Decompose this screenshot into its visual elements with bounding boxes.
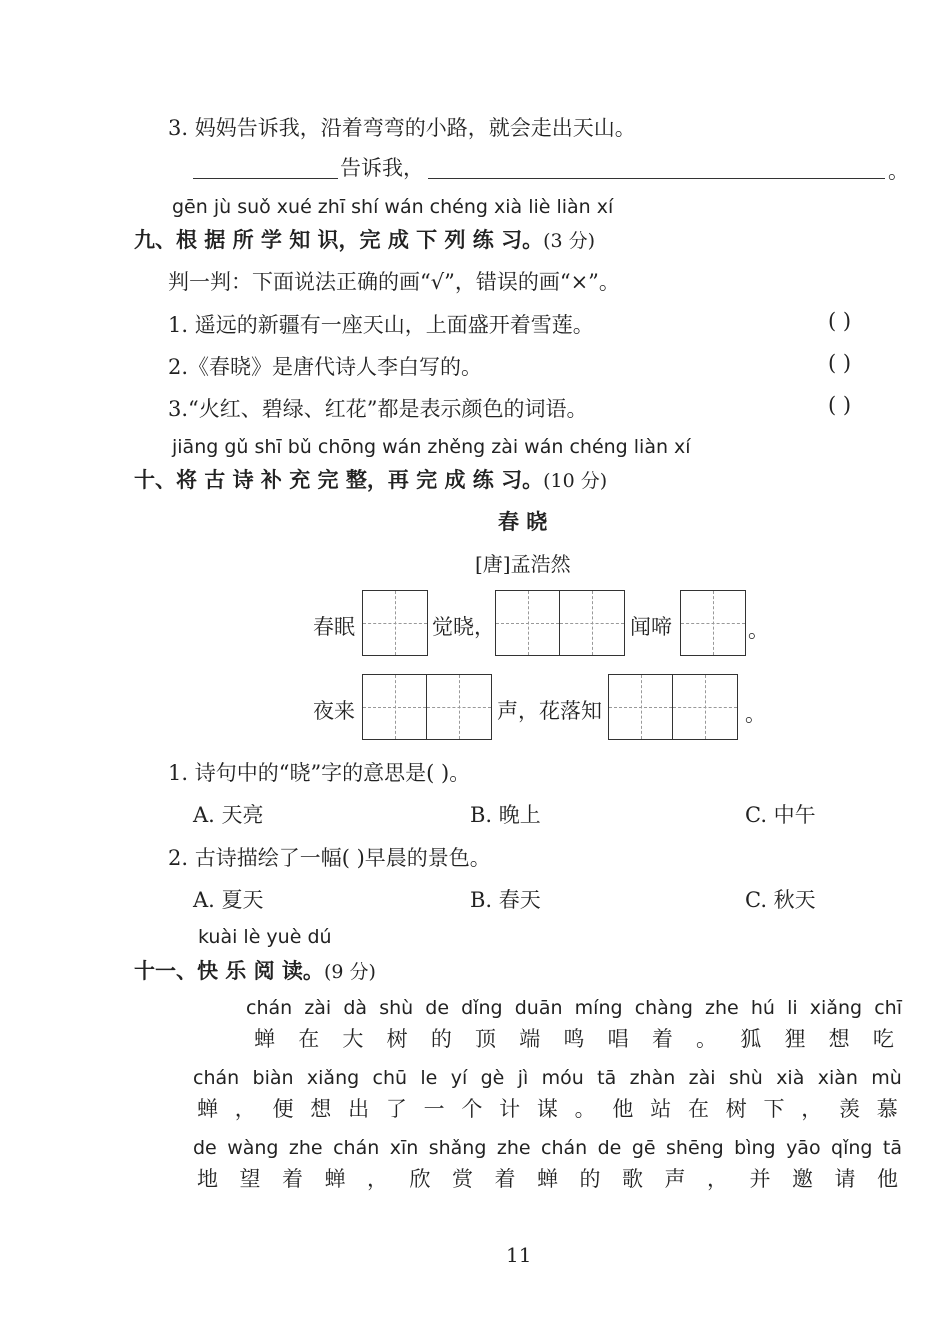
pinyin-syllable: shēng	[666, 1137, 724, 1159]
pinyin-syllable: xīn	[389, 1137, 419, 1159]
passage-char: 他	[877, 1167, 898, 1191]
passage-char: 着	[651, 1027, 673, 1051]
pinyin-syllable: tā	[882, 1137, 902, 1159]
passage-char: 他	[612, 1097, 634, 1121]
pinyin-syllable: de	[425, 997, 450, 1019]
q8-answer-end: 。	[888, 159, 909, 183]
pinyin-syllable: chán	[246, 997, 293, 1019]
pinyin-syllable: chī	[874, 997, 902, 1019]
pinyin-syllable: xià	[776, 1067, 805, 1089]
poem-blank-3-cell[interactable]	[681, 591, 745, 655]
passage-char: 的	[579, 1167, 601, 1191]
pinyin-syllable: zhe	[496, 1137, 531, 1159]
poem-blank-5-cell-2[interactable]	[673, 675, 737, 739]
pinyin-syllable: yāo	[786, 1137, 821, 1159]
q8-item3: 3. 妈妈告诉我，沿着弯弯的小路，就会走出天山。	[168, 116, 636, 140]
reading-row-3-chars	[193, 1163, 902, 1193]
pinyin-syllable: chàng	[634, 997, 693, 1019]
pinyin-syllable: wàng	[227, 1137, 279, 1159]
poem-blank-1[interactable]	[362, 590, 428, 656]
reading-row-1-chars	[246, 1023, 902, 1053]
q10-title: 十、将 古 诗 补 充 完 整，再 完 成 练 习。	[134, 468, 544, 492]
pinyin-syllable: de	[597, 1137, 622, 1159]
pinyin-syllable: zhe	[288, 1137, 323, 1159]
poem-line1-part-a: 春眠	[313, 615, 355, 639]
pinyin-syllable: yí	[450, 1067, 468, 1089]
passage-char: 出	[348, 1097, 370, 1121]
reading-row-3	[193, 1137, 902, 1193]
pinyin-syllable: shù	[728, 1067, 763, 1089]
pinyin-syllable: dà	[343, 997, 368, 1019]
poem-line1-end: 。	[748, 618, 769, 642]
pinyin-syllable: chán	[541, 1137, 588, 1159]
passage-char: 想	[310, 1097, 332, 1121]
poem-blank-2[interactable]	[495, 590, 625, 656]
q9-pinyin: gēn jù suǒ xué zhī shí wán chéng xià liè liàn xí	[172, 196, 614, 218]
pinyin-syllable: dǐng	[461, 997, 503, 1019]
q10-sub2-option-a[interactable]: A. 夏天	[193, 888, 264, 912]
passage-char: 了	[385, 1097, 407, 1121]
pinyin-syllable: móu	[541, 1067, 584, 1089]
q9-title: 九、根 据 所 学 知 识，完 成 下 列 练 习。	[134, 228, 544, 252]
passage-char: 着	[494, 1167, 516, 1191]
reading-row-2-pinyin	[193, 1067, 902, 1089]
q11-pinyin: kuài lè yuè dú	[198, 926, 332, 948]
passage-char: 计	[499, 1097, 521, 1121]
poem-blank-4[interactable]	[362, 674, 492, 740]
q10-sub1: 1. 诗句中的“晓”字的意思是( )。	[168, 761, 471, 785]
passage-char: ，	[801, 1097, 823, 1121]
pinyin-syllable: le	[420, 1067, 438, 1089]
passage-char: 请	[834, 1167, 856, 1191]
pinyin-syllable: tā	[597, 1067, 617, 1089]
passage-char: 蝉	[254, 1027, 275, 1051]
page-number: 11	[506, 1243, 532, 1267]
pinyin-syllable: zài	[688, 1067, 716, 1089]
poem-blank-4-cell-2[interactable]	[427, 675, 491, 739]
q9-instruction: 判一判：下面说法正确的画“√”，错误的画“×”。	[168, 270, 620, 294]
passage-char: 声	[664, 1167, 686, 1191]
passage-char: ，	[707, 1167, 728, 1191]
q9-heading	[134, 224, 595, 254]
pinyin-syllable: mù	[871, 1067, 902, 1089]
poem-blank-2-cell-1[interactable]	[496, 591, 560, 655]
q10-sub1-option-a[interactable]: A. 天亮	[193, 803, 264, 827]
poem-line2-part-b: 声，花落知	[497, 699, 602, 723]
passage-char: 在	[298, 1027, 320, 1051]
passage-char: 蝉	[324, 1167, 346, 1191]
poem-blank-5-cell-1[interactable]	[609, 675, 673, 739]
passage-char: 大	[342, 1027, 364, 1051]
reading-row-2-chars	[193, 1093, 902, 1123]
passage-char: 蝉	[537, 1167, 558, 1191]
q8-answer-mid: 告诉我，	[340, 156, 424, 180]
passage-char: 并	[749, 1167, 771, 1191]
reading-row-2	[193, 1067, 902, 1123]
poem-author: [唐]孟浩然	[475, 552, 571, 576]
passage-char: 慕	[876, 1097, 898, 1121]
pinyin-syllable: de	[193, 1137, 217, 1159]
passage-char: 谋	[536, 1097, 558, 1121]
pinyin-syllable: shǎng	[428, 1137, 487, 1159]
passage-char: 个	[461, 1097, 483, 1121]
q9-score: (3 分)	[543, 230, 596, 252]
passage-char: 树	[725, 1097, 747, 1121]
q10-heading	[134, 464, 607, 494]
pinyin-syllable: chán	[193, 1067, 240, 1089]
passage-char: 歌	[622, 1167, 643, 1191]
passage-char: 鸣	[563, 1027, 585, 1051]
pinyin-syllable: jì	[517, 1067, 529, 1089]
q8-answer-blank-2[interactable]	[428, 178, 885, 179]
pinyin-syllable: chán	[333, 1137, 380, 1159]
poem-blank-3[interactable]	[680, 590, 746, 656]
pinyin-syllable: gè	[480, 1067, 505, 1089]
q10-sub2: 2. 古诗描绘了一幅( )早晨的景色。	[168, 846, 491, 870]
q10-sub2-option-b[interactable]: B. 春天	[470, 888, 541, 912]
passage-char: 树	[386, 1027, 408, 1051]
passage-char: 邀	[792, 1167, 813, 1191]
passage-char: 站	[650, 1097, 672, 1121]
passage-char: 蝉	[197, 1097, 218, 1121]
pinyin-syllable: xiǎng	[306, 1067, 360, 1089]
passage-char: 。	[574, 1097, 596, 1121]
pinyin-syllable: qǐng	[831, 1137, 873, 1159]
q11-heading	[134, 955, 376, 985]
passage-char: 的	[430, 1027, 452, 1051]
q9-item-2: 2.《春晓》是唐代诗人李白写的。	[168, 355, 483, 379]
q11-title: 十一、快 乐 阅 读。	[134, 959, 324, 983]
passage-char: 端	[519, 1027, 541, 1051]
pinyin-syllable: míng	[574, 997, 623, 1019]
passage-char: 狐	[740, 1027, 762, 1051]
pinyin-syllable: hú	[750, 997, 775, 1019]
q10-sub2-option-c[interactable]: C. 秋天	[745, 888, 816, 912]
passage-char: 便	[272, 1097, 294, 1121]
q11-score: (9 分)	[323, 961, 376, 983]
passage-char: ，	[367, 1167, 388, 1191]
pinyin-syllable: xiǎng	[809, 997, 863, 1019]
passage-char: 望	[239, 1167, 261, 1191]
pinyin-syllable: chū	[372, 1067, 408, 1089]
poem-blank-4-cell-1[interactable]	[363, 675, 427, 739]
passage-char: 在	[687, 1097, 709, 1121]
q9-answer-paren-1[interactable]: ( )	[828, 309, 852, 333]
reading-row-3-pinyin	[193, 1137, 902, 1159]
poem-title: 春 晓	[498, 510, 548, 534]
reading-row-1	[246, 997, 902, 1053]
passage-char: 一	[423, 1097, 445, 1121]
pinyin-syllable: bìng	[734, 1137, 776, 1159]
passage-char: 地	[197, 1167, 218, 1191]
pinyin-syllable: li	[787, 997, 798, 1019]
poem-line2-end: 。	[745, 702, 766, 726]
q10-sub1-option-b[interactable]: B. 晚上	[470, 803, 541, 827]
pinyin-syllable: shù	[379, 997, 414, 1019]
passage-char: 着	[282, 1167, 303, 1191]
pinyin-syllable: zhe	[705, 997, 739, 1019]
q9-answer-paren-3[interactable]: ( )	[828, 393, 852, 417]
q9-item-3: 3.“火红、碧绿、红花”都是表示颜色的词语。	[168, 397, 588, 421]
pinyin-syllable: duān	[514, 997, 563, 1019]
q10-score: (10 分)	[543, 470, 608, 492]
passage-char: ，	[234, 1097, 256, 1121]
poem-blank-2-cell-2[interactable]	[560, 591, 624, 655]
passage-char: 想	[828, 1027, 850, 1051]
pinyin-syllable: gē	[631, 1137, 656, 1159]
passage-char: 下	[763, 1097, 785, 1121]
pinyin-syllable: biàn	[252, 1067, 294, 1089]
q8-answer-blank-1[interactable]	[193, 178, 338, 179]
passage-char: 羡	[839, 1097, 861, 1121]
passage-char: 狸	[784, 1027, 806, 1051]
poem-line2-part-a: 夜来	[313, 699, 355, 723]
poem-line1-part-c: 闻啼	[630, 615, 672, 639]
q9-item-1: 1. 遥远的新疆有一座天山，上面盛开着雪莲。	[168, 313, 594, 337]
poem-line1-part-b: 觉晓，	[432, 615, 495, 639]
q10-pinyin: jiāng gǔ shī bǔ chōng wán zhěng zài wán chéng liàn xí	[172, 436, 691, 458]
pinyin-syllable: xiàn	[817, 1067, 858, 1089]
q10-sub1-option-c[interactable]: C. 中午	[745, 803, 816, 827]
passage-char: 欣	[409, 1167, 431, 1191]
passage-char: 唱	[607, 1027, 629, 1051]
passage-char: 吃	[872, 1027, 894, 1051]
pinyin-syllable: zài	[304, 997, 332, 1019]
passage-char: 赏	[452, 1167, 473, 1191]
q9-answer-paren-2[interactable]: ( )	[828, 351, 852, 375]
poem-blank-5[interactable]	[608, 674, 738, 740]
pinyin-syllable: zhàn	[629, 1067, 676, 1089]
poem-blank-1-cell[interactable]	[363, 591, 427, 655]
reading-row-1-pinyin	[246, 997, 902, 1019]
passage-char: 顶	[475, 1027, 497, 1051]
passage-char: 。	[696, 1027, 718, 1051]
